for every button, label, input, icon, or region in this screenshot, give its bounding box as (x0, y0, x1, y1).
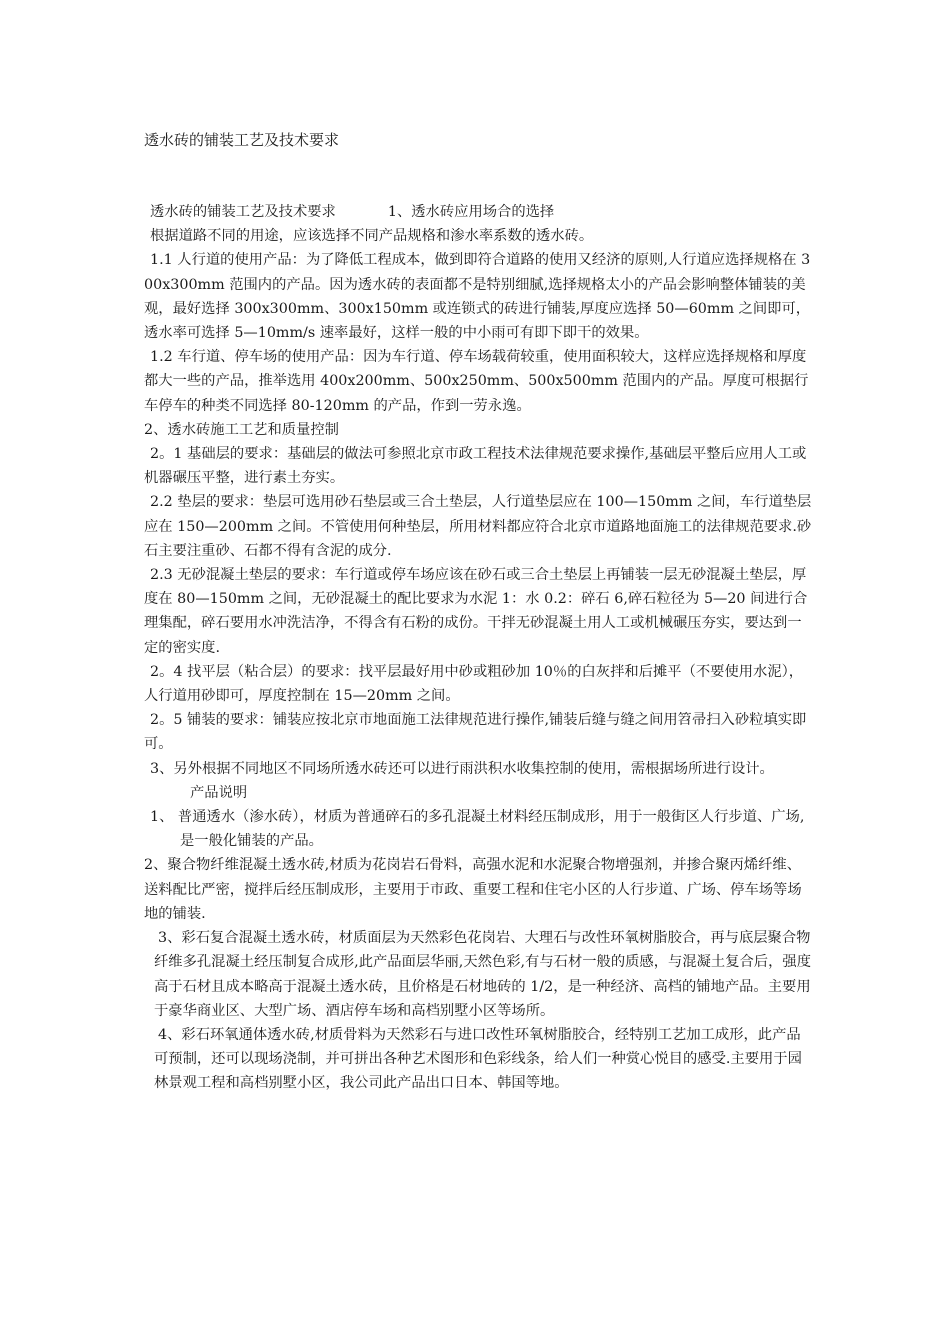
paragraph-2-3: 2.3 无砂混凝土垫层的要求：车行道或停车场应该在砂石或三合土垫层上再铺装一层无砂混凝土垫层，厚度在 80—150mm 之间，无砂混凝土的配比要求为水泥 1：水 0.2：碎石 6,碎石粒径为 5—20 间进行合理集配，碎石要用水冲洗洁净，不得含有石粉的成份。干拌无砂混凝土用人工或机械碾压夯实，要达到一定的密实度. (144, 567, 808, 656)
paragraph-1-1: 1.1 人行道的使用产品：为了降低工程成本，做到即符合道路的使用又经济的原则,人行道应选择规格在 300x300mm 范围内的产品。因为透水砖的表面都不是特别细腻,选择规格太小的产品会影响整体铺装的美观，最好选择 300x300mm、300x150mm 或连锁式的砖进行铺装,厚度应选择 50—60mm 之间即可，透水率可选择 5—10mm/s 速率最好，这样一般的中小雨可有即下即干的效果。 (144, 252, 811, 342)
intro-heading-line (144, 200, 814, 224)
document-title: 透水砖的铺装工艺及技术要求 (144, 131, 340, 149)
paragraph-2-5: 2。5 铺装的要求：铺装应按北京市地面施工法律规范进行操作,铺装后缝与缝之间用笤帚扫入砂粒填实即可。 (144, 712, 807, 753)
paragraph-3-text: 3、另外根据不同地区不同场所透水砖还可以进行雨洪积水收集控制的使用，需根据场所进行设计。 (150, 760, 774, 777)
paragraph-3 (144, 757, 814, 805)
product-description-heading: 产品说明 (190, 784, 248, 801)
paragraph-1-2: 1.2 车行道、停车场的使用产品：因为车行道、停车场载荷较重，使用面积较大，这样应选择规格和厚度都大一些的产品，推举选用 400x200mm、500x250mm、500x500mm 范围内的产品。厚度可根据行车停车的种类不同选择 80-120mm 的产品，作到一劳永逸。 (144, 349, 809, 414)
product-item-1: 1、 普通透水（渗水砖），材质为普通碎石的多孔混凝土材料经压制成形，用于一般街区人行步道、广场,是一般化铺装的产品。 (150, 809, 805, 850)
paragraph-2-1: 2。1 基础层的要求：基础层的做法可参照北京市政工程技术法律规范要求操作,基础层平整后应用人工或机器碾压平整，进行素土夯实。 (144, 446, 807, 487)
product-item-2: 2、聚合物纤维混凝土透水砖,材质为花岗岩石骨料，高强水泥和水泥聚合物增强剂，并掺合聚丙烯纤维、送料配比严密，搅拌后经压制成形，主要用于市政、重要工程和住宅小区的人行步道、广场、停车场等场地的铺装. (144, 857, 802, 922)
intro-heading-a: 透水砖的铺装工艺及技术要求 (150, 204, 336, 220)
paragraph-1: 根据道路不同的用途，应该选择不同产品规格和渗水率系数的透水砖。 (150, 228, 594, 245)
document-body (144, 200, 814, 1096)
paragraph-2-2: 2.2 垫层的要求：垫层可选用砂石垫层或三合土垫层，人行道垫层应在 100—150mm 之间，车行道垫层应在 150—200mm 之间。不管使用何种垫层，所用材料都应符合北京市道路地面施工的法律规范要求.砂石主要注重砂、石都不得有含泥的成分. (144, 494, 812, 559)
paragraph-2-4: 2。4 找平层（粘合层）的要求：找平层最好用中砂或粗砂加 10％的白灰拌和后摊平（不要使用水泥），人行道用砂即可，厚度控制在 15—20mm 之间。 (144, 663, 804, 705)
product-item-4: 4、彩石环氧通体透水砖,材质骨料为天然彩石与进口改性环氧树脂胶合，经特别工艺加工成形，此产品可预制，还可以现场浇制，并可拼出各种艺术图形和色彩线条，给人们一种赏心悦目的感受.主要用于园林景观工程和高档别墅小区，我公司此产品出口日本、韩国等地。 (154, 1026, 802, 1092)
section-2-heading: 2、透水砖施工工艺和质量控制 (144, 421, 339, 438)
product-item-3: 3、彩石复合混凝土透水砖，材质面层为天然彩色花岗岩、大理石与改性环氧树脂胶合，再与底层聚合物纤维多孔混凝土经压制复合成形,此产品面层华丽,天然色彩,有与石材一般的质感，与混凝土复合后，强度高于石材且成本略高于混凝土透水砖，且价格是石材地砖的 1/2，是一种经济、高档的铺地产品。主要用于豪华商业区、大型广场、酒店停车场和高档别墅小区等场所。 (154, 930, 811, 1019)
intro-heading-b: 1、透水砖应用场合的选择 (387, 204, 555, 220)
